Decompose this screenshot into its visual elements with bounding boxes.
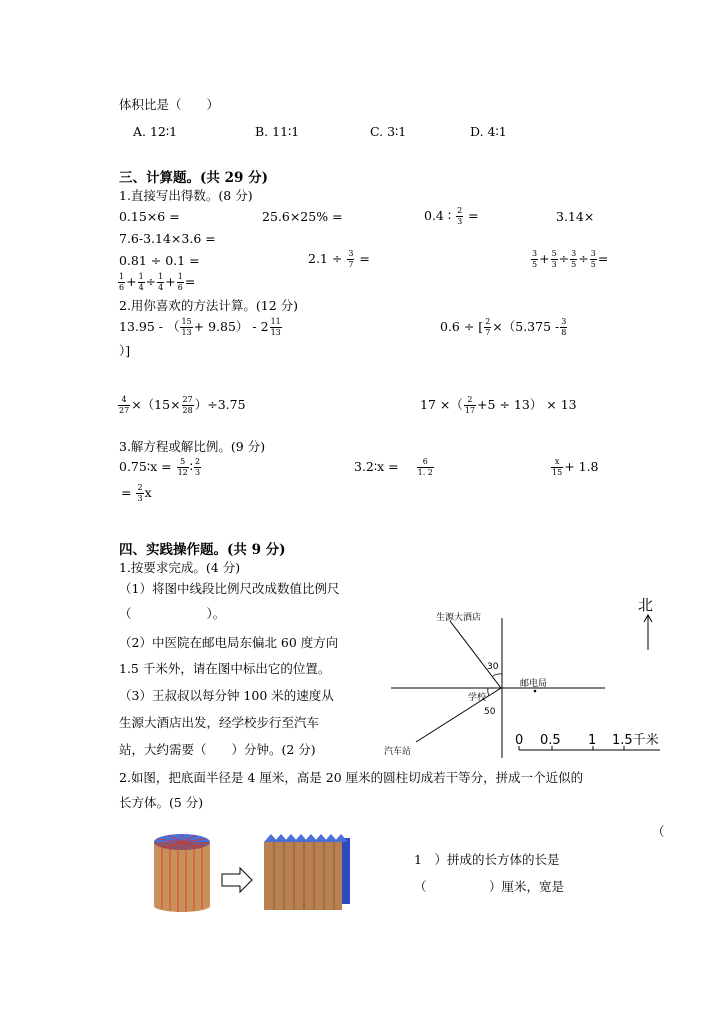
answer-blank[interactable]: （ ）厘米，宽是 bbox=[414, 879, 565, 894]
calc-expr: 7.6-3.14×3.6 = bbox=[119, 231, 216, 246]
s4-q1-part3c: 站，大约需要（ ）分钟。(2 分) bbox=[119, 742, 316, 757]
s4-q1-part2b: 1.5 千米外，请在图中标出它的位置。 bbox=[119, 661, 331, 676]
calc-expr: ）] bbox=[119, 343, 131, 358]
calc-expr: 3.14× bbox=[556, 209, 595, 224]
equation: 0.75∶x = $\frac{5}{12}$ ∶ $\frac{2}{3}$ bbox=[119, 457, 201, 477]
s4-q1-part3: （3）王叔叔以每分钟 100 米的速度从 bbox=[119, 688, 334, 703]
s4-q2-part1: 1 ）拼成的长方体的长是 bbox=[414, 852, 560, 867]
hotel-line bbox=[450, 621, 501, 688]
s4-q2-title: 2.如图，把底面半径是 4 厘米，高是 20 厘米的圆柱切成若干等分，拼成一个近似的 bbox=[119, 770, 584, 785]
q3-title: 3.解方程或解比例。(9 分) bbox=[119, 439, 266, 454]
option-a[interactable]: A. 12∶1 bbox=[133, 124, 178, 139]
calc-expr: 2.1 ÷ $\frac{3}{7}$ = bbox=[308, 249, 370, 269]
s4-q1-part2: （2）中医院在邮电局东偏北 60 度方向 bbox=[119, 635, 339, 650]
post-office-point bbox=[534, 690, 537, 693]
s4-q2-title2: 长方体。(5 分) bbox=[119, 795, 204, 810]
calc-expr: 0.6 ÷ [ $\frac{2}{7}$ ×（5.375 - $\frac{3}{8}$ bbox=[440, 317, 567, 337]
prev-question-stem: 体积比是（ ） bbox=[119, 97, 220, 112]
angle-arc-50 bbox=[488, 688, 489, 696]
fraction: $\frac{2}{3}$ bbox=[457, 206, 463, 226]
section3-title: 三、计算题。(共 29 分) bbox=[119, 170, 268, 186]
q1-title: 1.直接写出得数。(8 分) bbox=[119, 188, 253, 203]
q2-title: 2.用你喜欢的方法计算。(12 分) bbox=[119, 298, 299, 313]
scale-tick-label: 1 bbox=[588, 733, 597, 748]
calc-expr: 17 ×（ $\frac{2}{17}$ +5 ÷ 13） × 13 bbox=[420, 395, 577, 415]
option-b[interactable]: B. 11∶1 bbox=[255, 124, 300, 139]
option-d[interactable]: D. 4∶1 bbox=[470, 124, 507, 139]
scale-tick-label: 0 bbox=[515, 733, 524, 748]
scale-tick-label: 0.5 bbox=[540, 733, 561, 748]
equation: = $\frac{2}{3}$ x bbox=[121, 483, 152, 503]
calc-expr: $\frac{4}{27}$ ×（15× $\frac{27}{28}$ ）÷3.75 bbox=[119, 395, 246, 415]
north-label: 北 bbox=[638, 596, 654, 614]
hotel-label: 生源大酒店 bbox=[436, 613, 482, 623]
calc-expr: $\frac{3}{5}$ + $\frac{5}{3}$ ÷ $\frac{3}{5}$ ÷ $\frac{3}{5}$ = bbox=[532, 249, 609, 269]
s4-q1-title: 1.按要求完成。(4 分) bbox=[119, 560, 241, 575]
cylinder-icon bbox=[154, 834, 210, 912]
angle-30: 30 bbox=[487, 662, 499, 672]
cylinder-figure bbox=[150, 832, 360, 914]
equation: $\frac{x}{15}$ + 1.8 bbox=[552, 457, 599, 477]
calc-expr: 25.6×25% = bbox=[262, 209, 343, 224]
option-c[interactable]: C. 3∶1 bbox=[370, 124, 407, 139]
section4-title: 四、实践操作题。(共 9 分) bbox=[119, 542, 286, 558]
scale-tick-label: 1.5千米 bbox=[612, 733, 659, 748]
s4-q1-part3b: 生源大酒店出发，经学校步行至汽车 bbox=[119, 715, 320, 730]
calc-expr: 13.95 - （ $\frac{15}{13}$ + 9.85） - 2 $\frac{11}{13}$ bbox=[119, 317, 281, 337]
answer-blank[interactable]: （ ）。 bbox=[119, 606, 226, 621]
calc-expr: 0.81 ÷ 0.1 = bbox=[119, 253, 200, 268]
right-arrow-icon bbox=[222, 868, 252, 892]
calc-expr: 0.4 ∶ $\frac{2}{3}$ = bbox=[424, 206, 479, 226]
s4-q1-part1: （1）将图中线段比例尺改成数值比例尺 bbox=[119, 581, 340, 596]
equation: 3.2∶x = $\frac{6}{1. 2}$ bbox=[354, 457, 433, 477]
cuboid-icon bbox=[264, 834, 350, 910]
school-label: 学校 bbox=[468, 693, 487, 703]
angle-arc-30 bbox=[493, 674, 502, 676]
fraction: $\frac{3}{7}$ bbox=[348, 249, 354, 269]
calc-expr: $\frac{1}{6}$ + $\frac{1}{4}$ ÷ $\frac{1}{4}$ + $\frac{1}{6}$ = bbox=[119, 272, 196, 292]
angle-50: 50 bbox=[484, 707, 496, 717]
s4-q2-paren: （ bbox=[652, 824, 665, 839]
calc-expr: 0.15×6 = bbox=[119, 209, 180, 224]
map-diagram bbox=[380, 588, 680, 773]
bus-label: 汽车站 bbox=[384, 747, 412, 757]
post-office-label: 邮电局 bbox=[520, 679, 548, 689]
